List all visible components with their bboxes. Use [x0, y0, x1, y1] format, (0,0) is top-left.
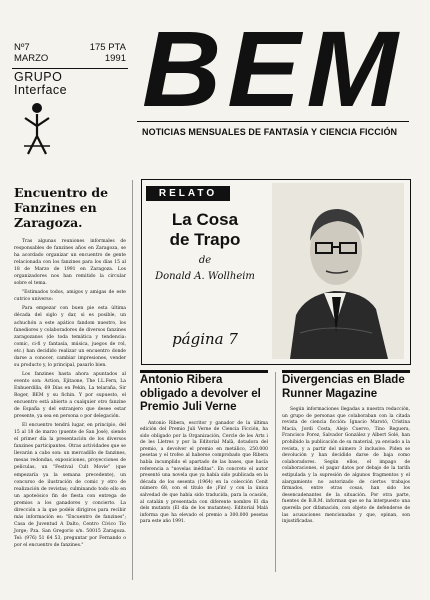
mid-article-title: Antonio Ribera obligado a devolver el Premio Juli Verne — [140, 374, 261, 413]
story-by: de — [198, 255, 212, 266]
mid-article-rule — [140, 370, 268, 373]
masthead-logo — [138, 24, 408, 112]
story-title-line-1: La Cosa — [171, 210, 239, 229]
issue-info — [14, 42, 126, 64]
story-author: Donald A. Wollheim — [155, 271, 255, 282]
relato-label: RELATO — [146, 186, 230, 201]
masthead-text: BEM — [142, 24, 404, 112]
bottom-column-divider — [275, 372, 276, 572]
masthead-rule — [137, 121, 409, 122]
right-article-body: Según informaciones llegadas a nuestra redacción, un grupo de personas que colaboraban con la citada revista de ciencia ficción: Ignacio Marotó, Cristina Macía, Jordi Costa, Alejo Cuervo, Tino Reguera, Francisco Porez, Salvador González y Albert Solé, han prohibido la publicación de su material, ya enviado a la revista, y a partir del número 3 inclusive. Piden se devolución y han decidido darse de baja como colaboradores. Según ellos, el impago de colaboraciones, el pagar datos por debajo de la tarifa estipulada y la supresión de algunos fragmentos y el alargamiento no autorizado de ciertos trabajos firmados, entre otras cosas, han sido los desencadenantes de la situación. Por otra parte, fuentes de B.R.M. informan que se ha interpuesto una querella por difamación, con objeto de defenderse de las acusaciones mencionadas y que, opinan, son injustificadas. — [282, 407, 410, 525]
mid-article-body: Antonio Ribera, escritor y ganador de la última edición del Premio Juli Verne de Ciencia Ficción, ha sido obligado por la Organización, Cercle de les Arts i de les Lletres y por la Editorial Malà, dotadora del premio, a devolver el premio en metálico, 250.000 pesetas y el trofeo al haberse comprobado que Ribera había incumplido el apartado de las bases, que hacía referencia a "novelas inéditas". En concreto el autor presentó una novela que ya había sido publicada en la década de los sesenta (1964) en la colección Cenit número 68, con el título de ¡Fin! y con la única salvedad de que había sido traducida, para la ocasión, al catalán y presentada con diferente nombre El dia dels mutants (El día de los mutantes). Editorial Malá informa que ha elevado el premio a 300.000 pesetas para este año 1991. — [140, 420, 268, 525]
column-divider — [132, 180, 133, 580]
group-line-1: GRUPO — [14, 70, 63, 84]
author-photo — [272, 183, 404, 359]
group-logo-icon — [22, 102, 52, 160]
left-article — [14, 185, 126, 551]
left-article-title: Encuentro de Fanzines en Zaragoza. — [14, 185, 109, 230]
issue-number: Nº7 — [14, 42, 30, 53]
issue-divider — [12, 68, 128, 69]
tagline: NOTICIAS MENSUALES DE FANTASÍA Y CIENCIA FICCIÓN — [142, 127, 398, 137]
mid-article — [140, 374, 268, 526]
issue-month: MARZO — [14, 53, 49, 64]
right-article-rule — [282, 370, 410, 373]
group-line-2: Interface — [14, 83, 68, 97]
story-page-ref: página 7 — [172, 330, 238, 348]
left-paragraph: Los fanzines hasta ahora apuntados al evento son: Action, Ejitaone, The I.L.Fern, La Enhuerdilla, 69 Días en Pekín, La telaraña, Sir Roger, BEM y su fichin. Y por supuesto, el encuentro está abierto a cualquier otro fanzine de España y del extranjero que desee estar presente, ya sea en persona o por delegación. — [14, 371, 126, 420]
issue-price: 175 PTA — [89, 42, 126, 53]
story-title — [142, 210, 268, 250]
issue-year: 1991 — [104, 53, 126, 64]
right-article — [282, 374, 410, 526]
left-paragraph: Tras algunas reuniones informales de responsables de fanzines años en Zaragoza, se ha acordado organizar un encuentro de gente relacionada con los fanzines para los días 15 al 18 de Marzo de 1991 en Zaragoza. Los organizadores nos han remitido la circular sobre el tema. — [14, 239, 126, 287]
left-paragraph: "Estimados todos, amigos y amigas de este cutrico universo: — [14, 290, 126, 303]
right-article-title: Divergencias en Blade Runner Magazine — [282, 374, 405, 400]
left-paragraph: El encuentro tendrá lugar, en principio, del 15 al 18 de marzo (puente de San José), siendo el primer día la presentación de los diversos fanzines participantes. Otras actividades que se llevarán a cabo son: un mercadillo de fanzines, mesas redondas, exposiciones, proyecciones de películas, un "Festival Cult Movie" (que empezaría ya la semana precedente), un concurso de ilustración de comic y otro de realización de revistas; culminando todo ello en un apoteósico fin de fiesta con entrega de premios a los ganadores y concierto. La dirección a la que podéis dirigiros para recibir más información es: "Encuentro de fanzines"; Casa de Juventud A Dalto, Centro Cívico Tío Jorge; Pza. San Gregorio s/n. 50015 Zaragoza. Tel: (976) 51 64 53, preguntar por Fernando o por el encuentro de fanzines." — [14, 423, 126, 548]
group-name — [14, 71, 126, 97]
story-title-line-2: de Trapo — [169, 230, 241, 249]
left-paragraph: Para empezar con buen pie esta última década del siglo y dar, si es posible, un achuchón a este apático fandom nuestro, los fanediores y colaboradores de diversos fanzines zaragozanos (de toda temática y tendencia: comic, ci-fi y fantasía, música, juegos de rol, etc.) han decidido realizar un encuentro donde darse a conocer, cambiar impresiones, vender su producto y, lo principal, pasarlo bien. — [14, 306, 126, 368]
